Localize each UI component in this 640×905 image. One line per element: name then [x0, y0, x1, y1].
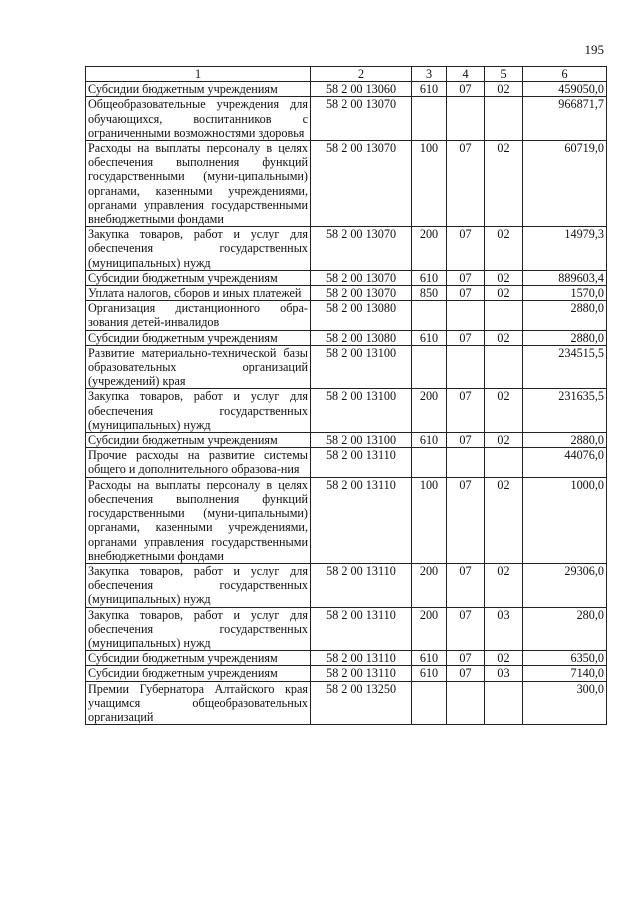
budget-table — [85, 66, 607, 725]
row-subsection — [485, 97, 523, 141]
row-target-code: 58 2 00 13070 — [311, 141, 412, 227]
row-amount: 889603,4 — [523, 270, 607, 285]
row-expense-type: 610 — [412, 433, 447, 448]
row-amount: 2880,0 — [523, 301, 607, 330]
row-name: Расходы на выплаты персоналу в целях обеспечения выполнения функций государственными (муни-ципальными) органами, казенными учреждениями, органами управления государственными внебюджетными фондами — [86, 141, 311, 227]
row-subsection: 02 — [485, 227, 523, 271]
row-expense-type: 850 — [412, 286, 447, 301]
row-section: 07 — [447, 651, 485, 666]
row-name: Закупка товаров, работ и услуг для обеспечения государственных (муниципальных) нужд — [86, 227, 311, 271]
header-col-4: 4 — [447, 67, 485, 82]
row-subsection: 02 — [485, 330, 523, 345]
row-name: Субсидии бюджетным учреждениям — [86, 433, 311, 448]
table-row — [86, 345, 607, 389]
row-name: Закупка товаров, работ и услуг для обеспечения государственных (муниципальных) нужд — [86, 607, 311, 651]
row-section: 07 — [447, 227, 485, 271]
row-expense-type — [412, 345, 447, 389]
table-row — [86, 97, 607, 141]
row-target-code: 58 2 00 13070 — [311, 270, 412, 285]
row-section — [447, 301, 485, 330]
row-target-code: 58 2 00 13110 — [311, 477, 412, 563]
row-expense-type — [412, 301, 447, 330]
row-section: 07 — [447, 666, 485, 681]
row-subsection: 02 — [485, 433, 523, 448]
row-name: Организация дистанционного обра-зования детей-инвалидов — [86, 301, 311, 330]
row-amount: 966871,7 — [523, 97, 607, 141]
row-subsection — [485, 345, 523, 389]
row-name: Расходы на выплаты персоналу в целях обеспечения выполнения функций государственными (муни-ципальными) органами, казенными учреждениями, органами управления государственными внебюджетными фондами — [86, 477, 311, 563]
table-row — [86, 330, 607, 345]
row-amount: 231635,5 — [523, 389, 607, 433]
row-expense-type: 610 — [412, 330, 447, 345]
table-row — [86, 389, 607, 433]
row-section: 07 — [447, 330, 485, 345]
row-target-code: 58 2 00 13110 — [311, 448, 412, 477]
row-amount: 234515,5 — [523, 345, 607, 389]
row-expense-type: 200 — [412, 227, 447, 271]
row-name: Субсидии бюджетным учреждениям — [86, 82, 311, 97]
row-target-code: 58 2 00 13110 — [311, 607, 412, 651]
header-col-2: 2 — [311, 67, 412, 82]
row-expense-type — [412, 97, 447, 141]
row-name: Прочие расходы на развитие системы общего и дополнительного образова-ния — [86, 448, 311, 477]
table-row — [86, 270, 607, 285]
row-target-code: 58 2 00 13070 — [311, 97, 412, 141]
row-amount: 300,0 — [523, 681, 607, 725]
row-subsection — [485, 301, 523, 330]
table-body — [86, 82, 607, 725]
row-subsection: 02 — [485, 82, 523, 97]
row-section: 07 — [447, 477, 485, 563]
row-subsection: 03 — [485, 666, 523, 681]
header-col-6: 6 — [523, 67, 607, 82]
table-header — [86, 67, 607, 82]
row-target-code: 58 2 00 13100 — [311, 433, 412, 448]
table-row — [86, 666, 607, 681]
table-row — [86, 477, 607, 563]
row-expense-type: 100 — [412, 141, 447, 227]
row-amount: 1000,0 — [523, 477, 607, 563]
row-amount: 6350,0 — [523, 651, 607, 666]
row-section — [447, 97, 485, 141]
row-name: Субсидии бюджетным учреждениям — [86, 651, 311, 666]
row-expense-type: 200 — [412, 389, 447, 433]
table-row — [86, 563, 607, 607]
row-subsection: 03 — [485, 607, 523, 651]
row-amount: 2880,0 — [523, 433, 607, 448]
row-subsection: 02 — [485, 477, 523, 563]
row-amount: 1570,0 — [523, 286, 607, 301]
row-section — [447, 681, 485, 725]
row-target-code: 58 2 00 13070 — [311, 286, 412, 301]
row-section: 07 — [447, 141, 485, 227]
row-target-code: 58 2 00 13110 — [311, 651, 412, 666]
table-row — [86, 433, 607, 448]
table-row — [86, 227, 607, 271]
row-subsection — [485, 448, 523, 477]
row-section: 07 — [447, 563, 485, 607]
row-section: 07 — [447, 270, 485, 285]
row-subsection: 02 — [485, 389, 523, 433]
row-expense-type — [412, 681, 447, 725]
row-name: Субсидии бюджетным учреждениям — [86, 330, 311, 345]
row-name: Субсидии бюджетным учреждениям — [86, 666, 311, 681]
row-amount: 29306,0 — [523, 563, 607, 607]
page-number: 195 — [584, 42, 604, 57]
row-section: 07 — [447, 286, 485, 301]
row-target-code: 58 2 00 13110 — [311, 563, 412, 607]
row-expense-type: 610 — [412, 651, 447, 666]
header-row — [86, 67, 607, 82]
row-target-code: 58 2 00 13100 — [311, 389, 412, 433]
row-section — [447, 345, 485, 389]
table-row — [86, 141, 607, 227]
row-subsection: 02 — [485, 141, 523, 227]
table-row — [86, 607, 607, 651]
row-subsection: 02 — [485, 651, 523, 666]
row-name: Субсидии бюджетным учреждениям — [86, 270, 311, 285]
row-expense-type: 100 — [412, 477, 447, 563]
row-expense-type: 200 — [412, 563, 447, 607]
row-target-code: 58 2 00 13100 — [311, 345, 412, 389]
row-name: Общеобразовательные учреждения для обучающихся, воспитанников с ограниченными возможностями здоровья — [86, 97, 311, 141]
header-col-1: 1 — [86, 67, 311, 82]
row-amount: 459050,0 — [523, 82, 607, 97]
row-section: 07 — [447, 607, 485, 651]
row-expense-type: 200 — [412, 607, 447, 651]
table-row — [86, 651, 607, 666]
row-target-code: 58 2 00 13080 — [311, 330, 412, 345]
row-name: Закупка товаров, работ и услуг для обеспечения государственных (муниципальных) нужд — [86, 563, 311, 607]
row-target-code: 58 2 00 13060 — [311, 82, 412, 97]
row-subsection: 02 — [485, 270, 523, 285]
row-expense-type: 610 — [412, 82, 447, 97]
row-section: 07 — [447, 433, 485, 448]
table-row — [86, 681, 607, 725]
row-section: 07 — [447, 389, 485, 433]
row-target-code: 58 2 00 13070 — [311, 227, 412, 271]
row-amount: 44076,0 — [523, 448, 607, 477]
row-name: Развитие материально-технической базы образовательных организаций (учреждений) края — [86, 345, 311, 389]
row-name: Премии Губернатора Алтайского края учащимся общеобразовательных организаций — [86, 681, 311, 725]
row-subsection: 02 — [485, 563, 523, 607]
header-col-3: 3 — [412, 67, 447, 82]
row-expense-type: 610 — [412, 270, 447, 285]
table-row — [86, 286, 607, 301]
row-subsection — [485, 681, 523, 725]
row-name: Закупка товаров, работ и услуг для обеспечения государственных (муниципальных) нужд — [86, 389, 311, 433]
row-amount: 14979,3 — [523, 227, 607, 271]
row-expense-type — [412, 448, 447, 477]
row-section: 07 — [447, 82, 485, 97]
header-col-5: 5 — [485, 67, 523, 82]
row-name: Уплата налогов, сборов и иных платежей — [86, 286, 311, 301]
row-expense-type: 610 — [412, 666, 447, 681]
row-section — [447, 448, 485, 477]
table-row — [86, 448, 607, 477]
row-amount: 280,0 — [523, 607, 607, 651]
row-amount: 7140,0 — [523, 666, 607, 681]
row-subsection: 02 — [485, 286, 523, 301]
table-row — [86, 82, 607, 97]
table-row — [86, 301, 607, 330]
row-target-code: 58 2 00 13110 — [311, 666, 412, 681]
row-amount: 2880,0 — [523, 330, 607, 345]
row-amount: 60719,0 — [523, 141, 607, 227]
row-target-code: 58 2 00 13080 — [311, 301, 412, 330]
row-target-code: 58 2 00 13250 — [311, 681, 412, 725]
